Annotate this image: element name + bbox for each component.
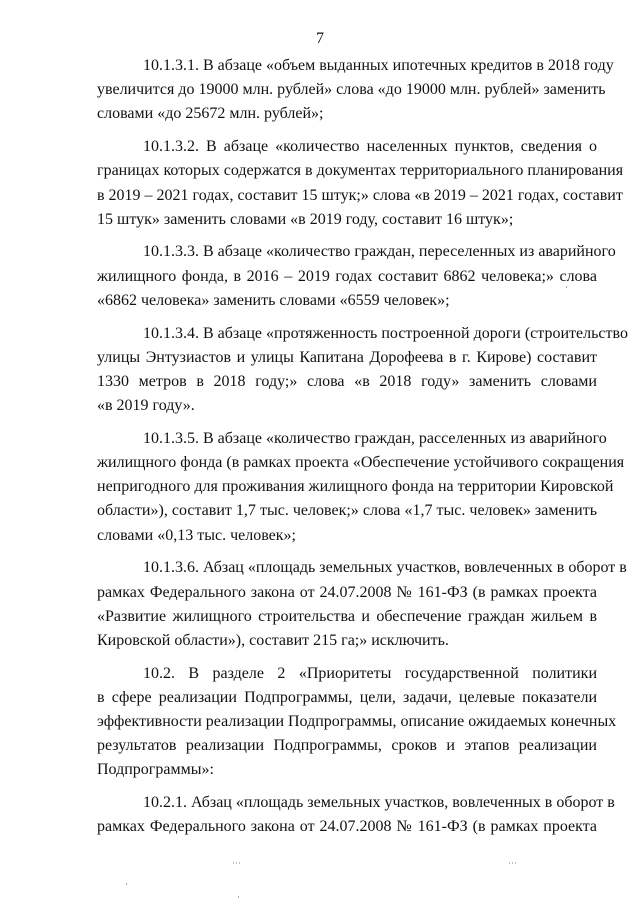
paragraph-10-1-3-5 <box>97 427 625 548</box>
text-line: 10.1.3.2. В абзаце «количество населенных пунктов, сведения о <box>143 138 597 156</box>
paragraph-10-1-3-4 <box>97 322 628 419</box>
text-line: Подпрограммы»: <box>97 761 214 779</box>
text-line: эффективности реализации Подпрограммы, описание ожидаемых конечных <box>97 713 617 731</box>
text-line: 10.1.3.3. В абзаце «количество граждан, переселенных из аварийного <box>143 243 616 261</box>
scan-speck: ˙˙˙ <box>508 861 517 871</box>
text-line: рамках Федерального закона от 24.07.2008 № 161-ФЗ (в рамках проекта <box>97 818 597 836</box>
text-line: 10.1.3.6. Абзац «площадь земельных участков, вовлеченных в оборот в <box>143 559 627 577</box>
text-line: жилищного фонда, в 2016 – 2019 годах составит 6862 человека;» слова <box>97 267 597 285</box>
text-line: улицы Энтузиастов и улицы Капитана Дорофеева в г. Кирове) составит <box>97 348 597 366</box>
text-line: 10.2. В разделе 2 «Приоритеты государственной политики <box>143 664 597 682</box>
text-line: 10.1.3.5. В абзаце «количество граждан, расселенных из аварийного <box>143 429 607 447</box>
text-line: 10.1.3.4. В абзаце «протяженность построенной дороги (строительство <box>143 324 628 342</box>
text-line: в сфере реализации Подпрограммы, цели, задачи, целевые показатели <box>97 688 597 706</box>
text-line: словами «0,13 тыс. человек»; <box>97 526 296 544</box>
text-line: результатов реализации Подпрограммы, сроков и этапов реализации <box>97 737 597 755</box>
paragraph-10-1-3-1 <box>97 54 614 127</box>
scan-speck: · <box>237 892 240 902</box>
paragraph-10-1-3-3 <box>97 240 616 313</box>
text-line: 15 штук» заменить словами «в 2019 году, составит 16 штук»; <box>97 210 514 228</box>
text-line: границах которых содержатся в документах территориального планирования <box>97 162 624 180</box>
text-line: жилищного фонда (в рамках проекта «Обеспечение устойчивого сокращения <box>97 454 625 472</box>
page-number: 7 <box>316 30 324 47</box>
text-line: «в 2019 году». <box>97 397 195 415</box>
text-line: словами «до 25672 млн. рублей»; <box>97 105 324 123</box>
scan-speck: ˙˙˙ <box>232 861 241 871</box>
text-line: рамках Федерального закона от 24.07.2008 № 161-ФЗ (в рамках проекта <box>97 583 597 601</box>
paragraph-10-2-1 <box>97 791 615 839</box>
text-line: области»), составит 1,7 тыс. человек;» слова «1,7 тыс. человек» заменить <box>97 502 597 520</box>
text-line: непригодного для проживания жилищного фонда на территории Кировской <box>97 478 614 496</box>
text-line: в 2019 – 2021 годах, составит 15 штук;» слова «в 2019 – 2021 годах, составит <box>97 186 623 204</box>
scan-speck: · <box>565 282 568 292</box>
text-line: 1330 метров в 2018 году;» слова «в 2018 году» заменить словами <box>97 372 597 390</box>
text-line: 10.1.3.1. В абзаце «объем выданных ипотечных кредитов в 2018 году <box>143 57 614 74</box>
scan-speck: · <box>125 879 128 889</box>
paragraph-10-2 <box>97 662 617 783</box>
document-body <box>97 54 628 848</box>
text-line: 10.2.1. Абзац «площадь земельных участков, вовлеченных в оборот в <box>143 794 615 812</box>
text-line: Кировской области»), составит 215 га;» исключить. <box>97 631 449 649</box>
text-line: «Развитие жилищного строительства и обеспечение граждан жильем в <box>97 607 597 625</box>
paragraph-10-1-3-6 <box>97 556 627 653</box>
text-line: увеличится до 19000 млн. рублей» слова «до 19000 млн. рублей» заменить <box>97 81 606 99</box>
paragraph-10-1-3-2 <box>97 135 624 232</box>
text-line: «6862 человека» заменить словами «6559 человек»; <box>97 291 450 309</box>
